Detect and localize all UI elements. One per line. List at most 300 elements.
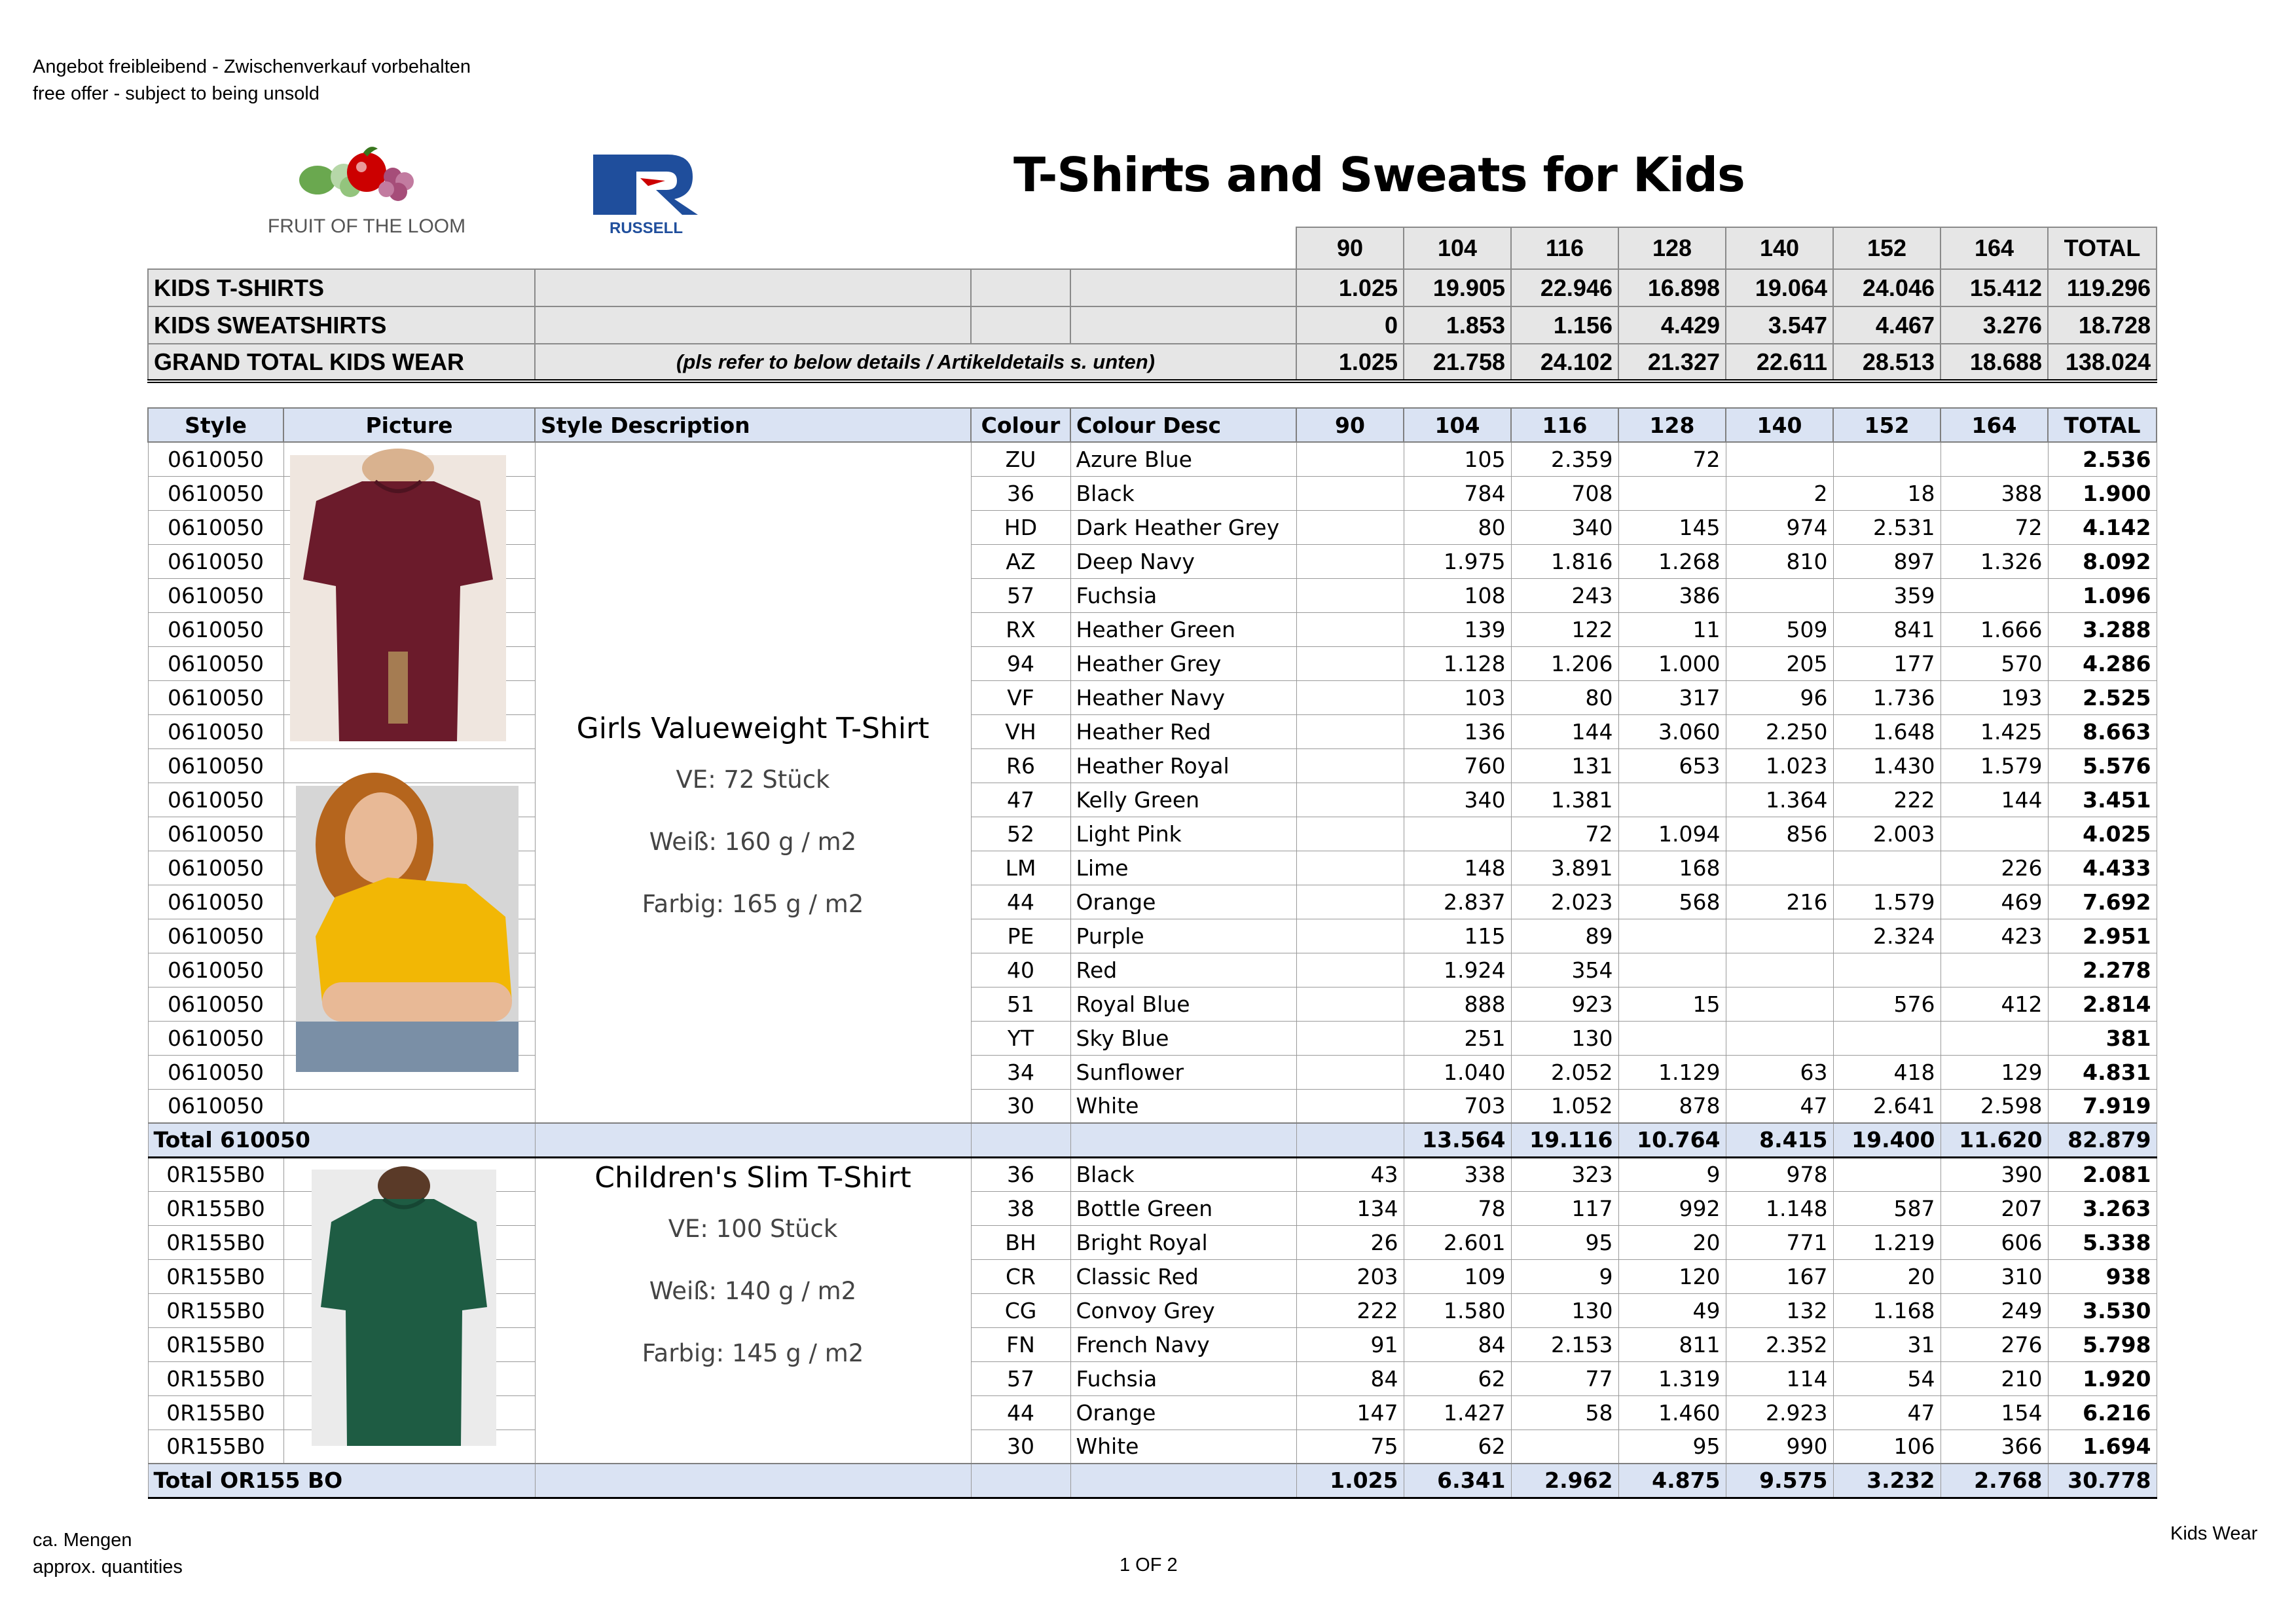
size-quantity: 653 (1618, 748, 1726, 783)
summary-row-kids-tshirts (148, 269, 2157, 306)
size-quantity: 84 (1296, 1361, 1404, 1395)
size-quantity: 47 (1833, 1395, 1941, 1430)
column-header: Colour (971, 408, 1070, 442)
size-quantity: 2.003 (1833, 817, 1941, 851)
style-total-value: 2.768 (1941, 1464, 2048, 1498)
size-quantity (1833, 851, 1941, 885)
colour-code: R6 (971, 748, 1070, 783)
row-total: 2.525 (2048, 680, 2157, 714)
size-quantity: 91 (1296, 1327, 1404, 1361)
row-total: 3.530 (2048, 1293, 2157, 1327)
size-quantity: 80 (1404, 510, 1511, 544)
style-cell: 0610050 (148, 953, 283, 987)
size-quantity: 77 (1511, 1361, 1618, 1395)
size-header-104: 104 (1404, 227, 1511, 269)
size-quantity: 2.250 (1726, 714, 1833, 748)
row-total: 8.663 (2048, 714, 2157, 748)
summary-value: 1.025 (1296, 269, 1404, 306)
summary-label: GRAND TOTAL KIDS WEAR (148, 344, 535, 381)
size-quantity: 784 (1404, 476, 1511, 510)
style-total-value: 2.962 (1511, 1464, 1618, 1498)
summary-label: KIDS SWEATSHIRTS (148, 306, 535, 344)
colour-desc: Dark Heather Grey (1070, 510, 1296, 544)
size-quantity: 144 (1941, 783, 2048, 817)
size-quantity (1296, 714, 1404, 748)
size-quantity (1511, 1430, 1618, 1464)
size-quantity (1296, 1021, 1404, 1055)
column-header: 140 (1726, 408, 1833, 442)
size-quantity (1296, 612, 1404, 646)
russell-logo-text: RUSSELL (609, 219, 683, 237)
size-quantity: 1.648 (1833, 714, 1941, 748)
colour-weight: Farbig: 145 g / m2 (642, 1338, 864, 1367)
size-quantity: 11 (1618, 612, 1726, 646)
style-cell: 0R155B0 (148, 1395, 283, 1430)
colour-code: 94 (971, 646, 1070, 680)
size-quantity (1726, 1021, 1833, 1055)
size-quantity: 3.891 (1511, 851, 1618, 885)
size-quantity (1941, 578, 2048, 612)
size-quantity: 114 (1726, 1361, 1833, 1395)
style-total-value: 9.575 (1726, 1464, 1833, 1498)
style-total-value: 4.875 (1618, 1464, 1726, 1498)
size-header-total: TOTAL (2048, 227, 2157, 269)
size-quantity: 1.425 (1941, 714, 2048, 748)
size-quantity: 115 (1404, 919, 1511, 953)
size-quantity: 338 (1404, 1157, 1511, 1191)
size-quantity: 2.531 (1833, 510, 1941, 544)
size-quantity (1296, 817, 1404, 851)
summary-value: 4.467 (1833, 306, 1941, 344)
size-quantity: 193 (1941, 680, 2048, 714)
style-name: Girls Valueweight T-Shirt (576, 711, 930, 745)
size-quantity (1726, 578, 1833, 612)
colour-code: CG (971, 1293, 1070, 1327)
style-cell: 0610050 (148, 544, 283, 578)
size-quantity (1296, 1089, 1404, 1123)
size-quantity (1296, 1055, 1404, 1089)
colour-code: HD (971, 510, 1070, 544)
row-total: 4.433 (2048, 851, 2157, 885)
size-quantity: 1.023 (1726, 748, 1833, 783)
column-header: Picture (283, 408, 535, 442)
size-quantity: 1.052 (1511, 1089, 1618, 1123)
summary-value: 19.905 (1404, 269, 1511, 306)
style-cell: 0610050 (148, 748, 283, 783)
summary-value: 15.412 (1941, 269, 2048, 306)
style-total-row (148, 1464, 2157, 1498)
colour-desc: Bottle Green (1070, 1191, 1296, 1225)
size-quantity: 147 (1296, 1395, 1404, 1430)
colour-desc: Bright Royal (1070, 1225, 1296, 1259)
picture-cell (283, 1089, 535, 1123)
colour-code: 44 (971, 1395, 1070, 1430)
size-quantity: 1.579 (1941, 748, 2048, 783)
size-quantity: 1.430 (1833, 748, 1941, 783)
offer-notice-de: Angebot freibleibend - Zwischenverkauf vorbehalten (33, 56, 471, 77)
size-quantity: 203 (1296, 1259, 1404, 1293)
colour-code: 44 (971, 885, 1070, 919)
size-quantity (1726, 851, 1833, 885)
size-quantity: 1.580 (1404, 1293, 1511, 1327)
row-total: 5.576 (2048, 748, 2157, 783)
summary-value: 16.898 (1618, 269, 1726, 306)
size-quantity: 1.219 (1833, 1225, 1941, 1259)
size-quantity: 568 (1618, 885, 1726, 919)
size-quantity: 108 (1404, 578, 1511, 612)
size-quantity (1618, 783, 1726, 817)
style-total-value: 19.400 (1833, 1123, 1941, 1157)
colour-desc: Light Pink (1070, 817, 1296, 851)
colour-desc: Heather Grey (1070, 646, 1296, 680)
size-quantity: 359 (1833, 578, 1941, 612)
colour-desc: Heather Navy (1070, 680, 1296, 714)
column-header: 104 (1404, 408, 1511, 442)
style-total-value: 6.341 (1404, 1464, 1511, 1498)
russell-logo (591, 152, 702, 236)
style-cell: 0610050 (148, 680, 283, 714)
size-quantity (1618, 476, 1726, 510)
size-quantity: 760 (1404, 748, 1511, 783)
size-quantity: 226 (1941, 851, 2048, 885)
style-cell: 0610050 (148, 442, 283, 476)
packing-unit: VE: 100 Stück (668, 1214, 838, 1243)
size-quantity: 771 (1726, 1225, 1833, 1259)
white-weight: Weiß: 160 g / m2 (649, 827, 857, 856)
size-quantity (1296, 578, 1404, 612)
size-quantity (1296, 783, 1404, 817)
size-quantity (1296, 646, 1404, 680)
row-total: 2.536 (2048, 442, 2157, 476)
size-quantity: 3.060 (1618, 714, 1726, 748)
column-header: 116 (1511, 408, 1618, 442)
size-quantity: 84 (1404, 1327, 1511, 1361)
size-quantity: 168 (1618, 851, 1726, 885)
colour-code: VH (971, 714, 1070, 748)
size-quantity: 20 (1833, 1259, 1941, 1293)
style-cell: 0610050 (148, 783, 283, 817)
colour-desc: Heather Red (1070, 714, 1296, 748)
colour-desc: Heather Royal (1070, 748, 1296, 783)
size-quantity: 1.579 (1833, 885, 1941, 919)
colour-desc: Classic Red (1070, 1259, 1296, 1293)
size-quantity (1296, 748, 1404, 783)
summary-value: 21.327 (1618, 344, 1726, 381)
size-quantity: 276 (1941, 1327, 2048, 1361)
style-total-value: 13.564 (1404, 1123, 1511, 1157)
size-quantity: 587 (1833, 1191, 1941, 1225)
row-total: 1.900 (2048, 476, 2157, 510)
style-cell: 0R155B0 (148, 1430, 283, 1464)
size-quantity (1833, 1157, 1941, 1191)
size-quantity: 139 (1404, 612, 1511, 646)
size-quantity (1296, 885, 1404, 919)
row-total: 2.278 (2048, 953, 2157, 987)
size-quantity: 923 (1511, 987, 1618, 1021)
colour-desc: Fuchsia (1070, 578, 1296, 612)
row-total: 4.025 (2048, 817, 2157, 851)
colour-code: 30 (971, 1089, 1070, 1123)
row-total: 7.692 (2048, 885, 2157, 919)
size-quantity: 2.601 (1404, 1225, 1511, 1259)
colour-desc: French Navy (1070, 1327, 1296, 1361)
colour-desc: Fuchsia (1070, 1361, 1296, 1395)
size-quantity: 2 (1726, 476, 1833, 510)
size-quantity (1941, 442, 2048, 476)
size-quantity: 990 (1726, 1430, 1833, 1464)
row-total: 8.092 (2048, 544, 2157, 578)
summary-value: 3.276 (1941, 306, 2048, 344)
size-header-128: 128 (1618, 227, 1726, 269)
style-total-value: 1.025 (1296, 1464, 1404, 1498)
size-quantity: 469 (1941, 885, 2048, 919)
colour-code: BH (971, 1225, 1070, 1259)
size-quantity: 340 (1404, 783, 1511, 817)
row-total: 5.798 (2048, 1327, 2157, 1361)
size-quantity: 1.427 (1404, 1395, 1511, 1430)
size-quantity: 317 (1618, 680, 1726, 714)
white-weight: Weiß: 140 g / m2 (649, 1276, 857, 1305)
size-quantity (1726, 919, 1833, 953)
size-quantity: 15 (1618, 987, 1726, 1021)
size-quantity: 978 (1726, 1157, 1833, 1191)
summary-row-grand-total (148, 344, 2157, 381)
colour-desc: Azure Blue (1070, 442, 1296, 476)
colour-code: RX (971, 612, 1070, 646)
summary-note (535, 269, 971, 306)
summary-row-kids-sweatshirts (148, 306, 2157, 344)
colour-code: ZU (971, 442, 1070, 476)
colour-desc: Black (1070, 1157, 1296, 1191)
size-quantity: 154 (1941, 1395, 2048, 1430)
row-total: 3.263 (2048, 1191, 2157, 1225)
style-total-value: 8.415 (1726, 1123, 1833, 1157)
colour-desc: White (1070, 1089, 1296, 1123)
style-cell: 0610050 (148, 476, 283, 510)
style-total-value (1296, 1123, 1404, 1157)
row-total: 3.288 (2048, 612, 2157, 646)
style-cell: 0610050 (148, 851, 283, 885)
size-quantity: 1.040 (1404, 1055, 1511, 1089)
size-quantity (1618, 953, 1726, 987)
colour-code: 34 (971, 1055, 1070, 1089)
summary-value: 1.156 (1511, 306, 1618, 344)
page-title: T-Shirts and Sweats for Kids (1013, 147, 1745, 202)
size-quantity: 2.598 (1941, 1089, 2048, 1123)
colour-desc: Sunflower (1070, 1055, 1296, 1089)
colour-desc: Orange (1070, 1395, 1296, 1430)
size-quantity: 62 (1404, 1361, 1511, 1395)
colour-desc: Kelly Green (1070, 783, 1296, 817)
size-quantity: 423 (1941, 919, 2048, 953)
size-header-90: 90 (1296, 227, 1404, 269)
size-quantity: 145 (1618, 510, 1726, 544)
summary-size-header (148, 227, 2157, 269)
row-total: 4.831 (2048, 1055, 2157, 1089)
size-quantity: 354 (1511, 953, 1618, 987)
size-quantity: 18 (1833, 476, 1941, 510)
size-quantity: 20 (1618, 1225, 1726, 1259)
size-quantity (1941, 953, 2048, 987)
summary-table (147, 227, 2157, 383)
colour-code: VF (971, 680, 1070, 714)
style-cell: 0610050 (148, 919, 283, 953)
style-cell: 0R155B0 (148, 1293, 283, 1327)
size-quantity: 148 (1404, 851, 1511, 885)
size-quantity (1296, 510, 1404, 544)
summary-value: 1.853 (1404, 306, 1511, 344)
page-number: 1 OF 2 (1120, 1555, 1178, 1576)
packing-unit: VE: 72 Stück (676, 765, 830, 794)
size-quantity (1296, 953, 1404, 987)
colour-code: FN (971, 1327, 1070, 1361)
row-total: 3.451 (2048, 783, 2157, 817)
row-total: 4.286 (2048, 646, 2157, 680)
colour-desc: Deep Navy (1070, 544, 1296, 578)
style-cell: 0610050 (148, 510, 283, 544)
size-quantity: 576 (1833, 987, 1941, 1021)
size-quantity: 9 (1618, 1157, 1726, 1191)
size-quantity: 810 (1726, 544, 1833, 578)
style-description (535, 442, 971, 1123)
style-total-value: 82.879 (2048, 1123, 2157, 1157)
column-header: Style Description (535, 408, 971, 442)
colour-desc: Lime (1070, 851, 1296, 885)
size-quantity (1296, 442, 1404, 476)
size-quantity: 251 (1404, 1021, 1511, 1055)
size-quantity: 205 (1726, 646, 1833, 680)
summary-value: 138.024 (2048, 344, 2157, 381)
size-quantity: 1.000 (1618, 646, 1726, 680)
colour-desc: Black (1070, 476, 1296, 510)
size-quantity: 63 (1726, 1055, 1833, 1089)
size-quantity: 856 (1726, 817, 1833, 851)
size-quantity: 109 (1404, 1259, 1511, 1293)
product-photo-green-tshirt (312, 1170, 496, 1446)
size-quantity (1941, 1021, 2048, 1055)
style-cell: 0610050 (148, 1021, 283, 1055)
size-quantity: 78 (1404, 1191, 1511, 1225)
size-quantity: 897 (1833, 544, 1941, 578)
row-total: 7.919 (2048, 1089, 2157, 1123)
colour-desc: Sky Blue (1070, 1021, 1296, 1055)
colour-code: CR (971, 1259, 1070, 1293)
colour-code: 36 (971, 1157, 1070, 1191)
column-header: 90 (1296, 408, 1404, 442)
style-cell: 0610050 (148, 714, 283, 748)
size-quantity: 62 (1404, 1430, 1511, 1464)
style-total-label: Total 610050 (148, 1123, 535, 1157)
size-header-140: 140 (1726, 227, 1833, 269)
size-quantity: 1.148 (1726, 1191, 1833, 1225)
size-quantity: 80 (1511, 680, 1618, 714)
size-quantity (1296, 544, 1404, 578)
size-quantity: 31 (1833, 1327, 1941, 1361)
product-photo-burgundy-tshirt (290, 455, 506, 741)
style-cell: 0610050 (148, 885, 283, 919)
size-quantity: 509 (1726, 612, 1833, 646)
row-total: 5.338 (2048, 1225, 2157, 1259)
summary-label: KIDS T-SHIRTS (148, 269, 535, 306)
summary-value: 24.102 (1511, 344, 1618, 381)
summary-value: 4.429 (1618, 306, 1726, 344)
quantity-note-de: ca. Mengen (33, 1530, 132, 1551)
table-row (148, 748, 2157, 783)
size-quantity: 2.023 (1511, 885, 1618, 919)
size-quantity: 388 (1941, 476, 2048, 510)
column-header: 164 (1941, 408, 2048, 442)
picture-cell (283, 748, 535, 783)
size-quantity (1726, 953, 1833, 987)
size-quantity: 1.129 (1618, 1055, 1726, 1089)
size-quantity: 703 (1404, 1089, 1511, 1123)
size-quantity: 131 (1511, 748, 1618, 783)
size-header-164: 164 (1941, 227, 2048, 269)
size-quantity: 9 (1511, 1259, 1618, 1293)
size-quantity: 122 (1511, 612, 1618, 646)
colour-code: 57 (971, 578, 1070, 612)
size-quantity: 1.268 (1618, 544, 1726, 578)
size-quantity: 96 (1726, 680, 1833, 714)
style-total-value: 11.620 (1941, 1123, 2048, 1157)
style-cell: 0610050 (148, 987, 283, 1021)
size-quantity: 43 (1296, 1157, 1404, 1191)
style-cell: 0R155B0 (148, 1157, 283, 1191)
size-quantity: 72 (1618, 442, 1726, 476)
summary-value: 1.025 (1296, 344, 1404, 381)
size-quantity: 340 (1511, 510, 1618, 544)
size-quantity: 117 (1511, 1191, 1618, 1225)
row-total: 2.814 (2048, 987, 2157, 1021)
style-cell: 0R155B0 (148, 1225, 283, 1259)
size-quantity: 106 (1833, 1430, 1941, 1464)
size-quantity: 974 (1726, 510, 1833, 544)
colour-code: 57 (971, 1361, 1070, 1395)
size-quantity: 129 (1941, 1055, 2048, 1089)
colour-desc: White (1070, 1430, 1296, 1464)
size-quantity: 136 (1404, 714, 1511, 748)
size-quantity: 49 (1618, 1293, 1726, 1327)
size-quantity: 120 (1618, 1259, 1726, 1293)
size-quantity: 2.837 (1404, 885, 1511, 919)
style-cell: 0R155B0 (148, 1327, 283, 1361)
size-quantity: 249 (1941, 1293, 2048, 1327)
section-label: Kids Wear (2170, 1523, 2258, 1544)
size-quantity: 222 (1296, 1293, 1404, 1327)
colour-desc: Purple (1070, 919, 1296, 953)
row-total: 6.216 (2048, 1395, 2157, 1430)
fruit-of-the-loom-logo (267, 141, 466, 239)
summary-value: 18.688 (1941, 344, 2048, 381)
summary-value: 119.296 (2048, 269, 2157, 306)
summary-value: 22.611 (1726, 344, 1833, 381)
size-quantity: 207 (1941, 1191, 2048, 1225)
style-name: Children's Slim T-Shirt (594, 1160, 911, 1194)
size-quantity (1296, 919, 1404, 953)
row-total: 1.096 (2048, 578, 2157, 612)
size-quantity: 1.924 (1404, 953, 1511, 987)
size-quantity: 1.094 (1618, 817, 1726, 851)
colour-code: 47 (971, 783, 1070, 817)
column-header: Colour Desc (1070, 408, 1296, 442)
size-quantity: 243 (1511, 578, 1618, 612)
size-quantity: 216 (1726, 885, 1833, 919)
colour-desc: Orange (1070, 885, 1296, 919)
size-quantity: 210 (1941, 1361, 2048, 1395)
row-total: 1.920 (2048, 1361, 2157, 1395)
column-header: 152 (1833, 408, 1941, 442)
size-quantity: 2.923 (1726, 1395, 1833, 1430)
